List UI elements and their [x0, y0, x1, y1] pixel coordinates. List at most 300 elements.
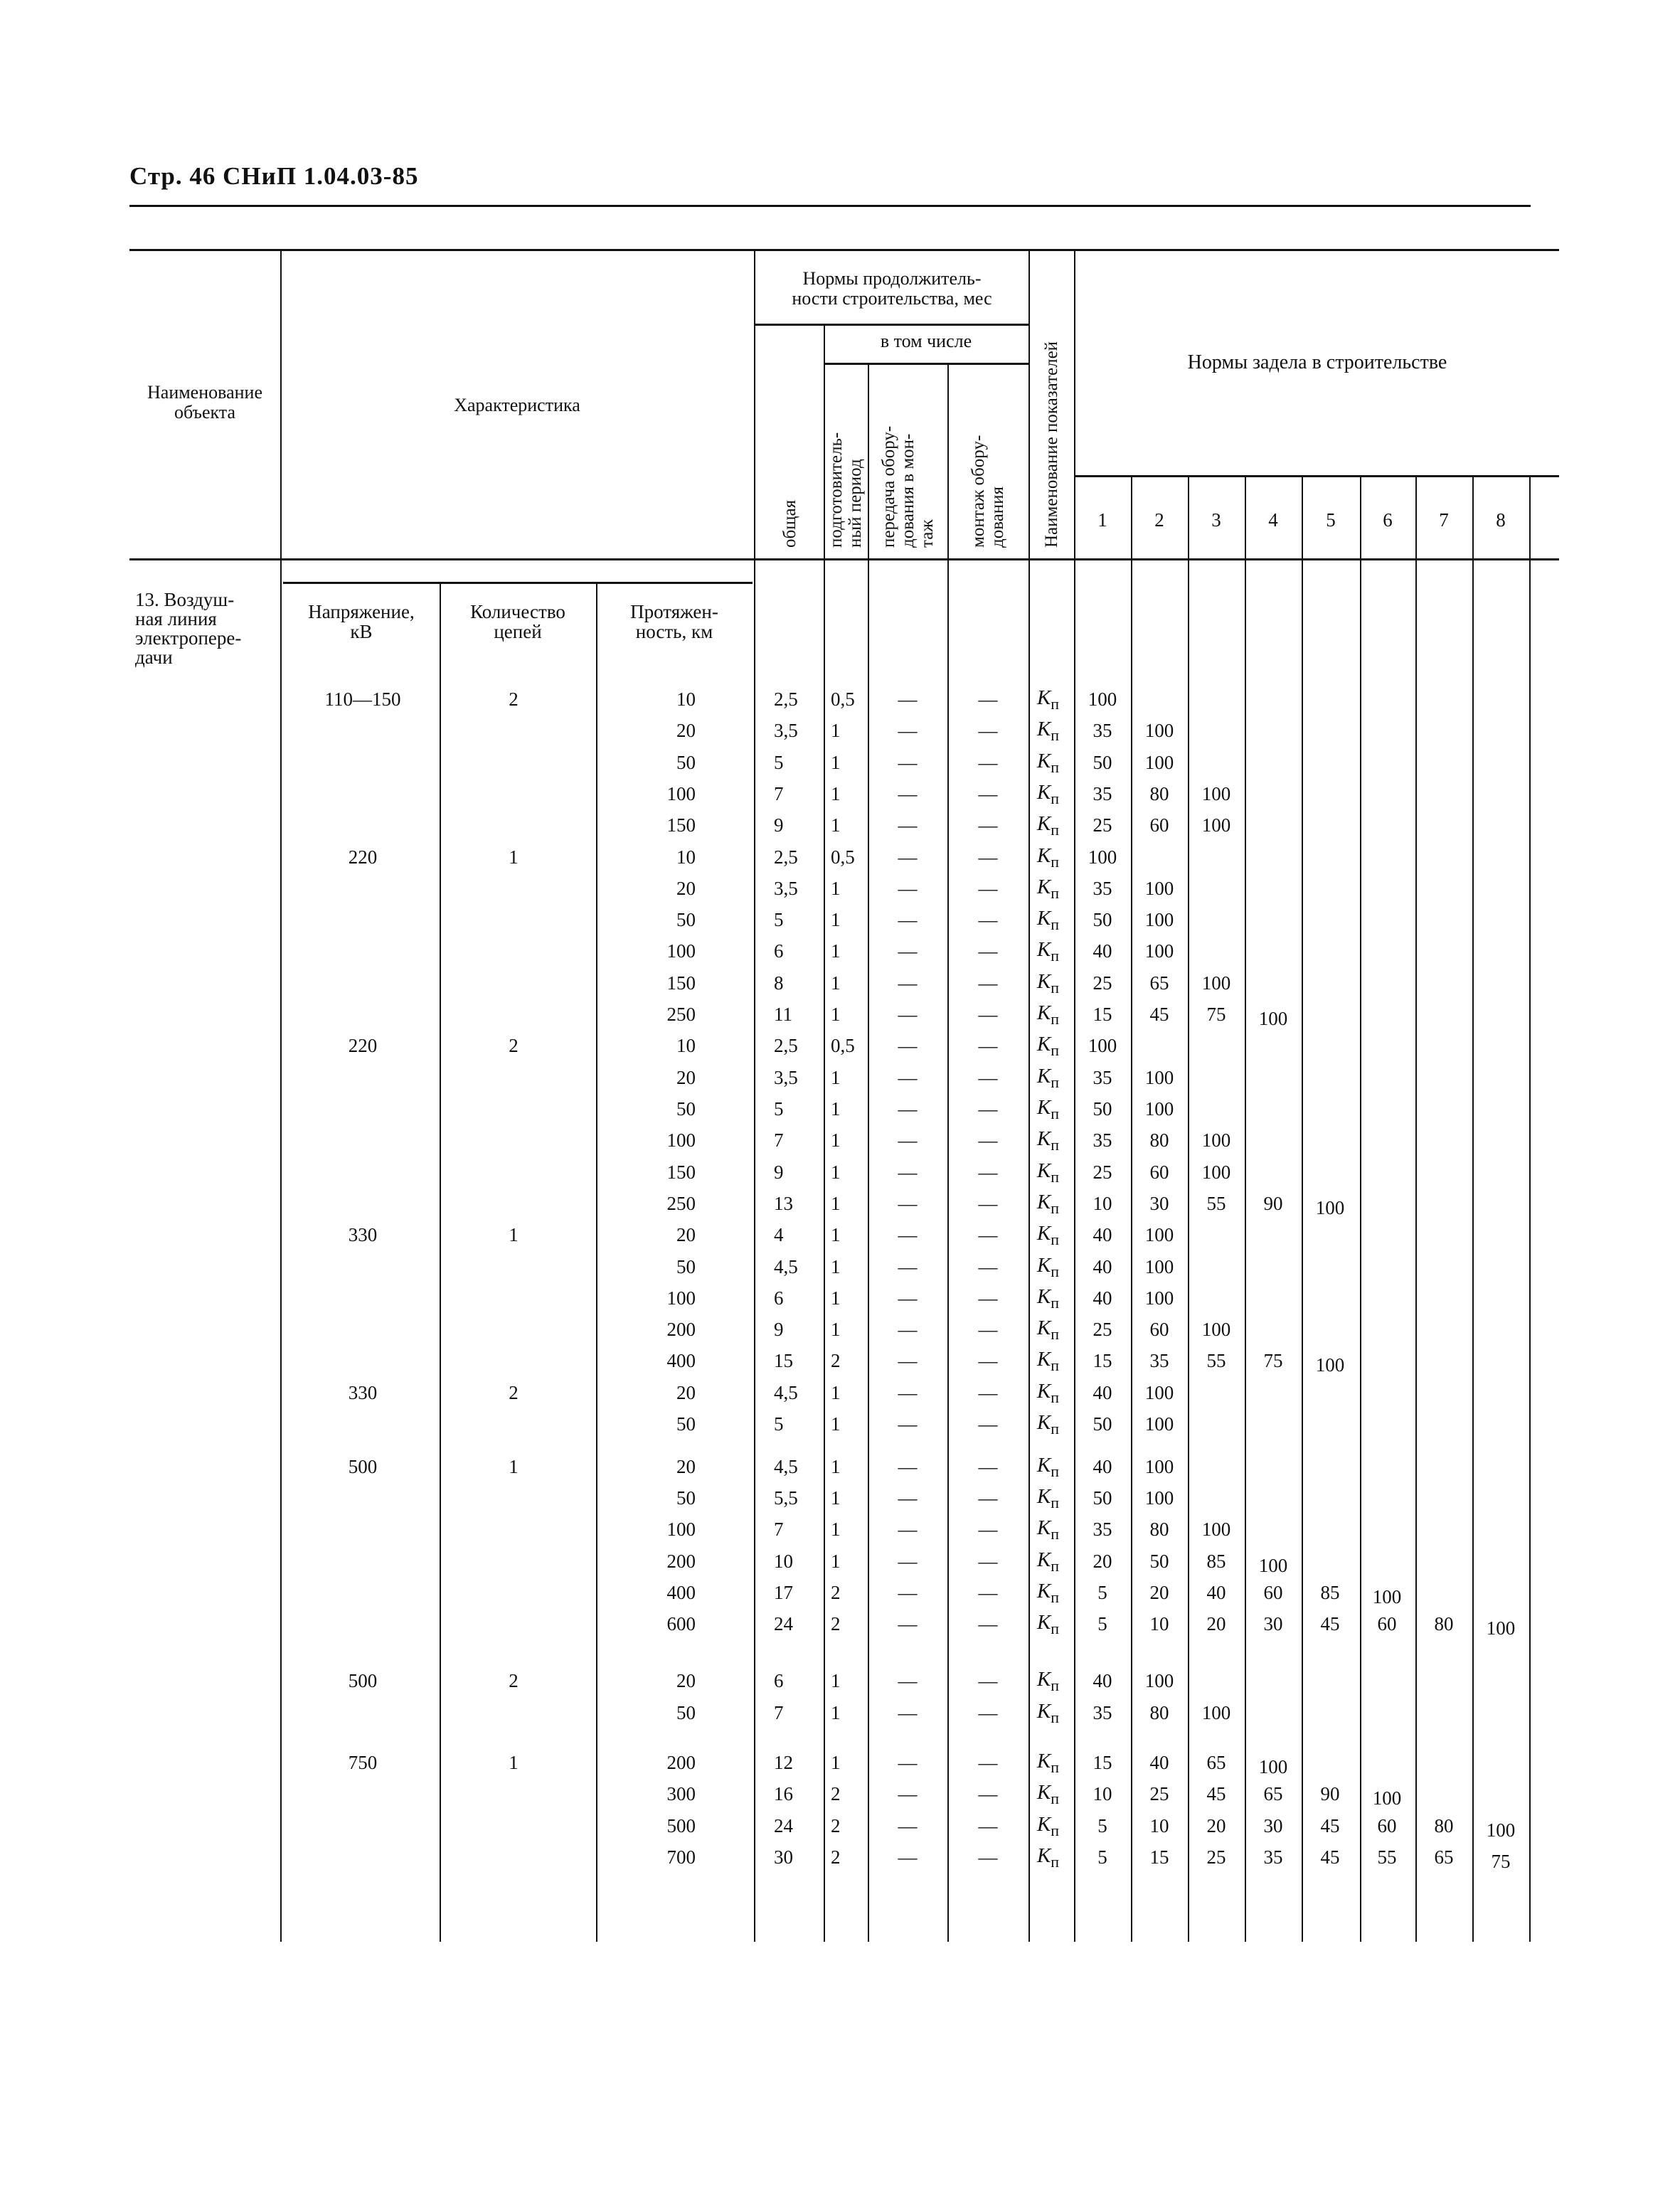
- row-length: 400: [666, 1582, 696, 1603]
- row-backlog-value: 100: [1144, 909, 1174, 930]
- row-install: —: [978, 940, 998, 962]
- row-prep: 1: [831, 1413, 841, 1435]
- row-backlog-value: 100: [1088, 689, 1117, 710]
- row-backlog-value: 100: [1258, 1555, 1288, 1576]
- row-total: 4,5: [774, 1382, 798, 1403]
- row-backlog-value: 10: [1092, 1193, 1112, 1214]
- row-length: 20: [676, 720, 696, 741]
- row-indicator: $К_п$: [1037, 750, 1060, 776]
- row-indicator: $К_п$: [1037, 1548, 1060, 1575]
- row-total: 24: [774, 1815, 793, 1836]
- row-backlog-value: 10: [1149, 1815, 1169, 1836]
- header-backlog-col-5: 5: [1326, 509, 1336, 531]
- row-backlog-value: 25: [1149, 1783, 1169, 1804]
- row-length: 20: [676, 1456, 696, 1477]
- row-backlog-value: 80: [1434, 1815, 1454, 1836]
- row-backlog-value: 15: [1149, 1846, 1169, 1868]
- row-backlog-value: 25: [1092, 1161, 1112, 1183]
- row-transfer: —: [898, 1319, 918, 1340]
- row-install: —: [978, 1582, 998, 1603]
- row-install: —: [978, 1613, 998, 1634]
- row-install: —: [978, 1067, 998, 1088]
- row-indicator: $К_п$: [1037, 876, 1060, 902]
- row-circuits: 2: [509, 1035, 519, 1056]
- row-transfer: —: [898, 1752, 918, 1773]
- header-backlog-col-4: 4: [1268, 509, 1278, 531]
- row-backlog-value: 100: [1372, 1586, 1402, 1607]
- row-backlog-value: 35: [1092, 1129, 1112, 1151]
- row-total: 6: [774, 940, 784, 962]
- row-transfer: —: [898, 1413, 918, 1435]
- row-backlog-value: 45: [1320, 1846, 1340, 1868]
- row-backlog-value: 100: [1201, 1319, 1231, 1340]
- row-prep: 2: [831, 1783, 841, 1804]
- row-prep: 1: [831, 940, 841, 962]
- row-backlog-value: 30: [1263, 1613, 1283, 1634]
- row-backlog-value: 65: [1149, 972, 1169, 994]
- rule-total-prep: [824, 324, 825, 1942]
- row-length: 50: [676, 1413, 696, 1435]
- row-total: 9: [774, 1161, 784, 1183]
- row-indicator: $К_п$: [1037, 1700, 1060, 1726]
- row-backlog-value: 90: [1320, 1783, 1340, 1804]
- row-backlog-value: 100: [1486, 1617, 1516, 1639]
- row-install: —: [978, 1413, 998, 1435]
- row-total: 24: [774, 1613, 793, 1634]
- row-prep: 1: [831, 1067, 841, 1088]
- row-backlog-value: 35: [1263, 1846, 1283, 1868]
- rule-char-duration: [754, 249, 755, 1942]
- row-backlog-value: 100: [1315, 1354, 1345, 1376]
- row-indicator: $К_п$: [1037, 781, 1060, 807]
- row-install: —: [978, 1319, 998, 1340]
- rule-install-indicator: [1028, 249, 1030, 1942]
- row-prep: 0,5: [831, 846, 855, 868]
- row-install: —: [978, 1129, 998, 1151]
- row-total: 11: [774, 1004, 792, 1025]
- row-prep: 1: [831, 1487, 841, 1509]
- row-backlog-value: 100: [1088, 1035, 1117, 1056]
- header-preparatory: подготовитель- ный период: [826, 432, 865, 548]
- row-prep: 1: [831, 1456, 841, 1477]
- row-indicator: $К_п$: [1037, 1516, 1060, 1543]
- header-backlog-col-6: 6: [1383, 509, 1393, 531]
- row-install: —: [978, 1752, 998, 1773]
- row-install: —: [978, 846, 998, 868]
- row-backlog-value: 15: [1092, 1350, 1112, 1371]
- row-total: 9: [774, 814, 784, 836]
- row-indicator: $К_п$: [1037, 1668, 1060, 1694]
- row-length: 100: [666, 1519, 696, 1540]
- rule-voltage-circuits: [440, 582, 441, 1942]
- row-backlog-value: 90: [1263, 1193, 1283, 1214]
- row-indicator: $К_п$: [1037, 812, 1060, 839]
- row-transfer: —: [898, 689, 918, 710]
- header-equipment-install: монтаж обору- дования: [969, 435, 1007, 548]
- row-transfer: —: [898, 1551, 918, 1572]
- row-prep: 2: [831, 1613, 841, 1634]
- row-backlog-value: 100: [1201, 783, 1231, 804]
- row-voltage: 330: [348, 1224, 378, 1245]
- header-object-name: Наименование объекта: [147, 382, 262, 422]
- header-backlog-col-8: 8: [1496, 509, 1506, 531]
- row-install: —: [978, 1487, 998, 1509]
- row-length: 200: [666, 1551, 696, 1572]
- row-backlog-value: 40: [1092, 940, 1112, 962]
- row-install: —: [978, 1815, 998, 1836]
- row-circuits: 2: [509, 1670, 519, 1691]
- row-prep: 1: [831, 1702, 841, 1723]
- row-prep: 1: [831, 814, 841, 836]
- row-backlog-value: 100: [1144, 1413, 1174, 1435]
- row-install: —: [978, 1519, 998, 1540]
- row-install: —: [978, 1256, 998, 1277]
- row-transfer: —: [898, 720, 918, 741]
- row-backlog-value: 100: [1201, 1161, 1231, 1183]
- row-length: 20: [676, 1670, 696, 1691]
- row-backlog-value: 80: [1149, 1702, 1169, 1723]
- row-prep: 1: [831, 972, 841, 994]
- row-total: 5: [774, 909, 784, 930]
- row-length: 100: [666, 940, 696, 962]
- row-backlog-value: 35: [1092, 720, 1112, 741]
- row-install: —: [978, 1035, 998, 1056]
- row-install: —: [978, 1783, 998, 1804]
- row-backlog-value: 60: [1149, 814, 1169, 836]
- row-backlog-value: 40: [1092, 1670, 1112, 1691]
- row-backlog-value: 40: [1149, 1752, 1169, 1773]
- rule-backlog-col-8: [1529, 475, 1531, 1942]
- row-backlog-value: 35: [1092, 878, 1112, 899]
- row-transfer: —: [898, 1067, 918, 1088]
- row-total: 2,5: [774, 846, 798, 868]
- row-transfer: —: [898, 1613, 918, 1634]
- row-install: —: [978, 1224, 998, 1245]
- header-indicator-name: Наименование показателей: [1041, 341, 1061, 548]
- row-length: 50: [676, 1702, 696, 1723]
- row-backlog-value: 40: [1092, 1224, 1112, 1245]
- table-top-rule: [129, 249, 1559, 251]
- row-backlog-value: 100: [1144, 1256, 1174, 1277]
- row-total: 13: [774, 1193, 793, 1214]
- row-transfer: —: [898, 783, 918, 804]
- row-install: —: [978, 720, 998, 741]
- row-transfer: —: [898, 1846, 918, 1868]
- row-backlog-value: 80: [1434, 1613, 1454, 1634]
- row-total: 3,5: [774, 878, 798, 899]
- row-prep: 1: [831, 878, 841, 899]
- row-indicator: $К_п$: [1037, 1222, 1060, 1248]
- row-indicator: $К_п$: [1037, 844, 1060, 871]
- row-backlog-value: 60: [1377, 1613, 1397, 1634]
- row-backlog-value: 45: [1206, 1783, 1226, 1804]
- row-total: 5: [774, 752, 784, 773]
- row-indicator: $К_п$: [1037, 907, 1060, 933]
- row-total: 5: [774, 1098, 784, 1120]
- rule-backlog-col-2: [1188, 475, 1189, 1942]
- row-backlog-value: 100: [1258, 1756, 1288, 1777]
- row-length: 250: [666, 1193, 696, 1214]
- row-backlog-value: 50: [1149, 1551, 1169, 1572]
- row-prep: 1: [831, 1752, 841, 1773]
- row-install: —: [978, 1098, 998, 1120]
- row-transfer: —: [898, 909, 918, 930]
- row-indicator: $К_п$: [1037, 1750, 1060, 1776]
- row-backlog-value: 35: [1092, 1067, 1112, 1088]
- row-backlog-value: 40: [1092, 1256, 1112, 1277]
- row-length: 50: [676, 752, 696, 773]
- including-subheader-rule: [824, 363, 1028, 365]
- row-circuits: 2: [509, 689, 519, 710]
- row-install: —: [978, 1350, 998, 1371]
- row-length: 300: [666, 1783, 696, 1804]
- row-backlog-value: 60: [1377, 1815, 1397, 1836]
- row-backlog-value: 60: [1149, 1161, 1169, 1183]
- row-backlog-value: 100: [1144, 1098, 1174, 1120]
- row-backlog-value: 40: [1092, 1456, 1112, 1477]
- row-install: —: [978, 972, 998, 994]
- row-indicator: $К_п$: [1037, 970, 1060, 996]
- row-backlog-value: 10: [1092, 1783, 1112, 1804]
- row-length: 50: [676, 909, 696, 930]
- row-backlog-value: 25: [1092, 1319, 1112, 1340]
- row-transfer: —: [898, 1035, 918, 1056]
- row-indicator: $К_п$: [1037, 1485, 1060, 1511]
- row-total: 17: [774, 1582, 793, 1603]
- row-total: 7: [774, 1129, 784, 1151]
- row-backlog-value: 100: [1144, 752, 1174, 773]
- row-indicator: $К_п$: [1037, 1348, 1060, 1374]
- row-install: —: [978, 1161, 998, 1183]
- row-backlog-value: 20: [1149, 1582, 1169, 1603]
- row-backlog-value: 100: [1144, 940, 1174, 962]
- row-indicator: $К_п$: [1037, 1191, 1060, 1217]
- row-indicator: $К_п$: [1037, 1611, 1060, 1637]
- row-prep: 1: [831, 1670, 841, 1691]
- row-indicator: $К_п$: [1037, 1454, 1060, 1480]
- row-transfer: —: [898, 878, 918, 899]
- row-backlog-value: 75: [1491, 1851, 1511, 1872]
- row-total: 2,5: [774, 689, 798, 710]
- row-backlog-value: 35: [1092, 1702, 1112, 1723]
- header-characteristic: Характеристика: [454, 395, 580, 415]
- row-indicator: $К_п$: [1037, 1159, 1060, 1186]
- row-prep: 0,5: [831, 689, 855, 710]
- row-backlog-value: 50: [1092, 1487, 1112, 1509]
- row-total: 5,5: [774, 1487, 798, 1509]
- row-backlog-value: 65: [1434, 1846, 1454, 1868]
- row-transfer: —: [898, 846, 918, 868]
- object-label: 13. Воздуш- ная линия электропере- дачи: [135, 589, 242, 668]
- row-circuits: 1: [509, 1456, 519, 1477]
- row-voltage: 750: [348, 1752, 378, 1773]
- row-transfer: —: [898, 1582, 918, 1603]
- rule-circuits-length: [596, 582, 597, 1942]
- rule-backlog-col-1: [1131, 475, 1132, 1942]
- row-backlog-value: 100: [1201, 1129, 1231, 1151]
- row-total: 6: [774, 1287, 784, 1309]
- row-indicator: $К_п$: [1037, 1127, 1060, 1154]
- row-backlog-value: 100: [1486, 1819, 1516, 1841]
- row-transfer: —: [898, 1783, 918, 1804]
- row-prep: 1: [831, 1519, 841, 1540]
- row-backlog-value: 60: [1263, 1582, 1283, 1603]
- row-prep: 2: [831, 1846, 841, 1868]
- row-backlog-value: 50: [1092, 1098, 1112, 1120]
- row-circuits: 1: [509, 846, 519, 868]
- rule-backlog-col-4: [1302, 475, 1303, 1942]
- rule-indicator-backlog: [1074, 249, 1075, 1942]
- header-duration-norms: Нормы продолжитель- ности строительства, мес: [792, 268, 992, 309]
- row-backlog-value: 100: [1144, 1067, 1174, 1088]
- row-prep: 1: [831, 1129, 841, 1151]
- row-transfer: —: [898, 1287, 918, 1309]
- row-total: 4: [774, 1224, 784, 1245]
- row-install: —: [978, 814, 998, 836]
- subheader-circuits: Количество цепей: [470, 601, 565, 642]
- row-prep: 1: [831, 1193, 841, 1214]
- row-transfer: —: [898, 1519, 918, 1540]
- row-transfer: —: [898, 1004, 918, 1025]
- row-length: 20: [676, 1067, 696, 1088]
- row-transfer: —: [898, 1702, 918, 1723]
- row-install: —: [978, 752, 998, 773]
- subheader-length: Протяжен- ность, км: [630, 601, 718, 642]
- row-install: —: [978, 689, 998, 710]
- row-length: 100: [666, 1129, 696, 1151]
- row-indicator: $К_п$: [1037, 938, 1060, 964]
- row-transfer: —: [898, 1129, 918, 1151]
- row-indicator: $К_п$: [1037, 1033, 1060, 1059]
- row-backlog-value: 10: [1149, 1613, 1169, 1634]
- row-total: 10: [774, 1551, 793, 1572]
- row-install: —: [978, 1846, 998, 1868]
- row-backlog-value: 35: [1092, 1519, 1112, 1540]
- row-prep: 2: [831, 1815, 841, 1836]
- row-install: —: [978, 783, 998, 804]
- row-backlog-value: 20: [1206, 1613, 1226, 1634]
- row-total: 7: [774, 1519, 784, 1540]
- row-length: 100: [666, 783, 696, 804]
- row-backlog-value: 40: [1092, 1382, 1112, 1403]
- row-backlog-value: 35: [1092, 783, 1112, 804]
- row-transfer: —: [898, 1098, 918, 1120]
- header-backlog-col-7: 7: [1439, 509, 1449, 531]
- row-indicator: $К_п$: [1037, 1001, 1060, 1028]
- row-transfer: —: [898, 1456, 918, 1477]
- header-backlog-col-1: 1: [1097, 509, 1107, 531]
- row-install: —: [978, 1382, 998, 1403]
- rule-object-char: [280, 249, 282, 1942]
- row-backlog-value: 45: [1149, 1004, 1169, 1025]
- header-bottom-rule: [129, 558, 1559, 560]
- row-backlog-value: 100: [1201, 1519, 1231, 1540]
- row-voltage: 330: [348, 1382, 378, 1403]
- row-indicator: $К_п$: [1037, 1781, 1060, 1807]
- subheader-voltage: Напряжение, кВ: [308, 601, 415, 642]
- row-length: 150: [666, 972, 696, 994]
- row-transfer: —: [898, 1161, 918, 1183]
- row-prep: 1: [831, 1161, 841, 1183]
- row-total: 4,5: [774, 1256, 798, 1277]
- row-backlog-value: 100: [1201, 814, 1231, 836]
- row-backlog-value: 15: [1092, 1004, 1112, 1025]
- row-backlog-value: 100: [1144, 1670, 1174, 1691]
- row-prep: 1: [831, 1551, 841, 1572]
- row-backlog-value: 85: [1320, 1582, 1340, 1603]
- row-total: 15: [774, 1350, 793, 1371]
- row-backlog-value: 25: [1092, 972, 1112, 994]
- rule-backlog-col-6: [1415, 475, 1417, 1942]
- row-total: 12: [774, 1752, 793, 1773]
- row-backlog-value: 80: [1149, 1129, 1169, 1151]
- row-backlog-value: 100: [1144, 1287, 1174, 1309]
- row-prep: 1: [831, 1382, 841, 1403]
- row-install: —: [978, 1670, 998, 1691]
- row-length: 600: [666, 1613, 696, 1634]
- row-backlog-value: 5: [1097, 1846, 1107, 1868]
- header-including: в том числе: [880, 331, 972, 351]
- row-backlog-value: 100: [1144, 1487, 1174, 1509]
- rule-backlog-col-3: [1245, 475, 1246, 1942]
- row-length: 250: [666, 1004, 696, 1025]
- row-length: 200: [666, 1752, 696, 1773]
- row-backlog-value: 50: [1092, 1413, 1112, 1435]
- header-backlog-norms: Нормы задела в строительстве: [1187, 351, 1447, 373]
- row-total: 8: [774, 972, 784, 994]
- row-circuits: 1: [509, 1224, 519, 1245]
- row-backlog-value: 80: [1149, 1519, 1169, 1540]
- row-length: 50: [676, 1487, 696, 1509]
- row-length: 400: [666, 1350, 696, 1371]
- row-backlog-value: 65: [1206, 1752, 1226, 1773]
- row-prep: 1: [831, 909, 841, 930]
- row-indicator: $К_п$: [1037, 718, 1060, 744]
- page-header: Стр. 46 СНиП 1.04.03-85: [129, 162, 419, 190]
- rule-backlog-col-5: [1360, 475, 1361, 1942]
- rule-prep-transfer: [868, 363, 869, 1942]
- backlog-subheader-rule: [1075, 475, 1559, 477]
- row-backlog-value: 80: [1149, 783, 1169, 804]
- row-length: 10: [676, 1035, 696, 1056]
- row-backlog-value: 30: [1149, 1193, 1169, 1214]
- row-backlog-value: 55: [1377, 1846, 1397, 1868]
- row-indicator: $К_п$: [1037, 1285, 1060, 1312]
- row-backlog-value: 100: [1144, 1456, 1174, 1477]
- row-indicator: $К_п$: [1037, 1254, 1060, 1280]
- row-transfer: —: [898, 1670, 918, 1691]
- row-indicator: $К_п$: [1037, 1065, 1060, 1091]
- row-backlog-value: 100: [1088, 846, 1117, 868]
- row-length: 50: [676, 1256, 696, 1277]
- row-total: 5: [774, 1413, 784, 1435]
- row-backlog-value: 35: [1149, 1350, 1169, 1371]
- row-voltage: 500: [348, 1670, 378, 1691]
- row-backlog-value: 100: [1258, 1008, 1288, 1029]
- row-backlog-value: 45: [1320, 1613, 1340, 1634]
- row-length: 200: [666, 1319, 696, 1340]
- row-length: 20: [676, 1224, 696, 1245]
- row-prep: 1: [831, 1098, 841, 1120]
- characteristic-subheader-rule: [283, 582, 753, 584]
- row-backlog-value: 45: [1320, 1815, 1340, 1836]
- row-total: 7: [774, 783, 784, 804]
- row-voltage: 220: [348, 1035, 378, 1056]
- row-backlog-value: 75: [1263, 1350, 1283, 1371]
- row-indicator: $К_п$: [1037, 1096, 1060, 1122]
- row-transfer: —: [898, 1487, 918, 1509]
- row-transfer: —: [898, 972, 918, 994]
